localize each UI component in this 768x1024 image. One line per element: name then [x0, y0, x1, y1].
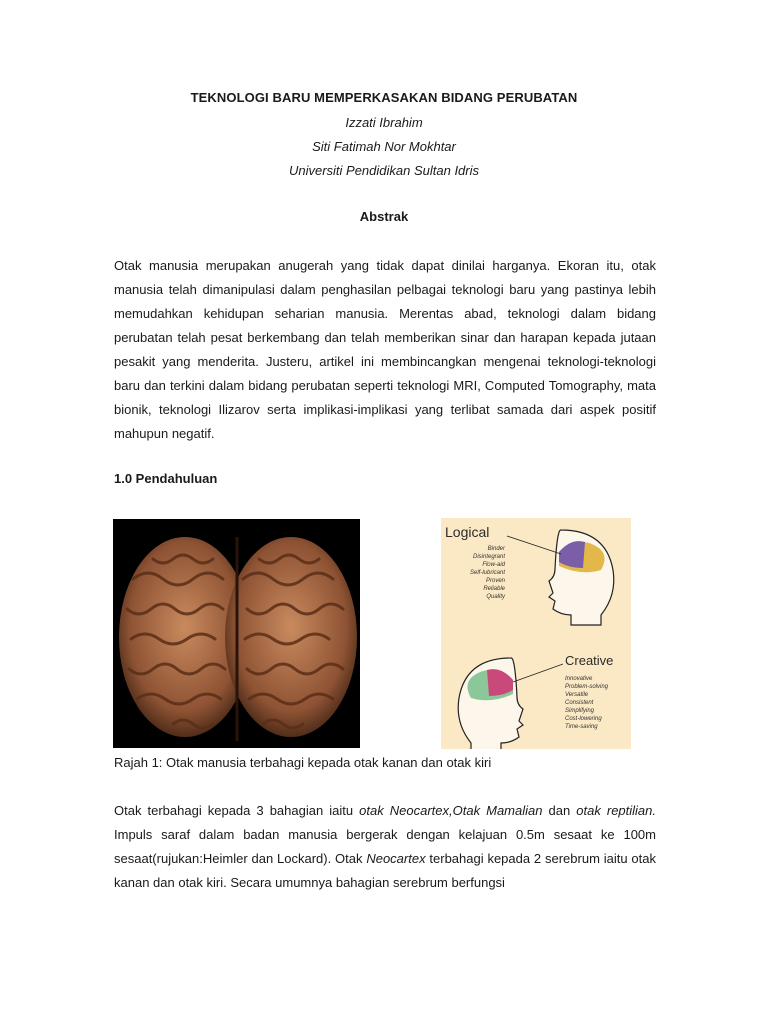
abstract-paragraph: Otak manusia merupakan anugerah yang tidak dapat dinilai harganya. Ekoran itu, otak manusia telah dimanipulasi dalam penghasilan pelbagai teknologi baru yang pastinya lebih memudahkan kehidupan seharian manusia. Merentas abad, teknologi dalam bidang perubatan telah pesat berkembang dan telah memberikan sinar dan harapan kepada jutaan pesakit yang menderita. Justeru, artikel ini membincangkan mengenai teknologi-teknologi baru dan terkini dalam bidang perubatan seperti teknologi MRI, Computed Tomography, mata bionik, teknologi Ilizarov serta implikasi-implikasi yang terlibat samada dari aspek positif mahupun negatif.	[114, 258, 656, 441]
body-text: Impuls saraf dalam badan manusia bergerak dengan kelajuan 0.5m sesaat ke 100m sesaat(rujukan:Heimler dan Lockard). Otak	[114, 827, 656, 866]
logical-item: Quality	[486, 594, 505, 600]
creative-item: Versatile	[565, 692, 589, 698]
logical-label: Logical	[445, 524, 490, 540]
logical-item: Reliable	[483, 586, 505, 592]
creative-item: Simplifying	[565, 708, 595, 714]
logical-item: Flow-aid	[482, 562, 505, 568]
creative-item: Consistent	[565, 700, 594, 706]
logical-list	[443, 545, 505, 601]
body-text: dan	[542, 803, 577, 818]
body-italic-text: otak reptilian.	[576, 803, 656, 818]
figure-caption: Rajah 1: Otak manusia terbahagi kepada otak kanan dan otak kiri	[114, 755, 492, 770]
body-italic-text: Neocartex	[366, 851, 426, 866]
logical-creative-figure	[441, 518, 631, 749]
creative-item: Innovative	[565, 676, 593, 682]
author-name-2: Siti Fatimah Nor Mokhtar	[312, 139, 456, 154]
author-name-1: Izzati Ibrahim	[345, 115, 423, 130]
logical-item: Disintegrant	[472, 554, 505, 560]
brain-photo	[113, 519, 360, 748]
logical-item: Self-lubricant	[469, 570, 505, 576]
logical-item: Binder	[487, 546, 505, 552]
creative-item: Time-saving	[565, 724, 598, 730]
logical-item: Proven	[485, 578, 505, 584]
body-text: terbahagi kepada 2 serebrum iaitu otak kanan dan otak kiri. Secara umumnya bahagian serebrum berfungsi	[114, 851, 656, 890]
creative-item: Cost-lowering	[565, 716, 602, 722]
creative-item: Problem-solving	[565, 684, 609, 690]
creative-list	[565, 675, 629, 731]
abstract-heading: Abstrak	[359, 209, 409, 224]
body-italic-text: otak Neocartex,Otak Mamalian	[359, 803, 543, 818]
body-text: Otak terbahagi kepada 3 bahagian iaitu	[114, 803, 360, 818]
paper-title: TEKNOLOGI BARU MEMPERKASAKAN BIDANG PERUBATAN	[190, 90, 578, 105]
creative-label: Creative	[565, 653, 614, 668]
section-heading: 1.0 Pendahuluan	[114, 471, 218, 486]
author-affiliation: Universiti Pendidikan Sultan Idris	[288, 163, 480, 178]
body-paragraph	[114, 799, 656, 895]
